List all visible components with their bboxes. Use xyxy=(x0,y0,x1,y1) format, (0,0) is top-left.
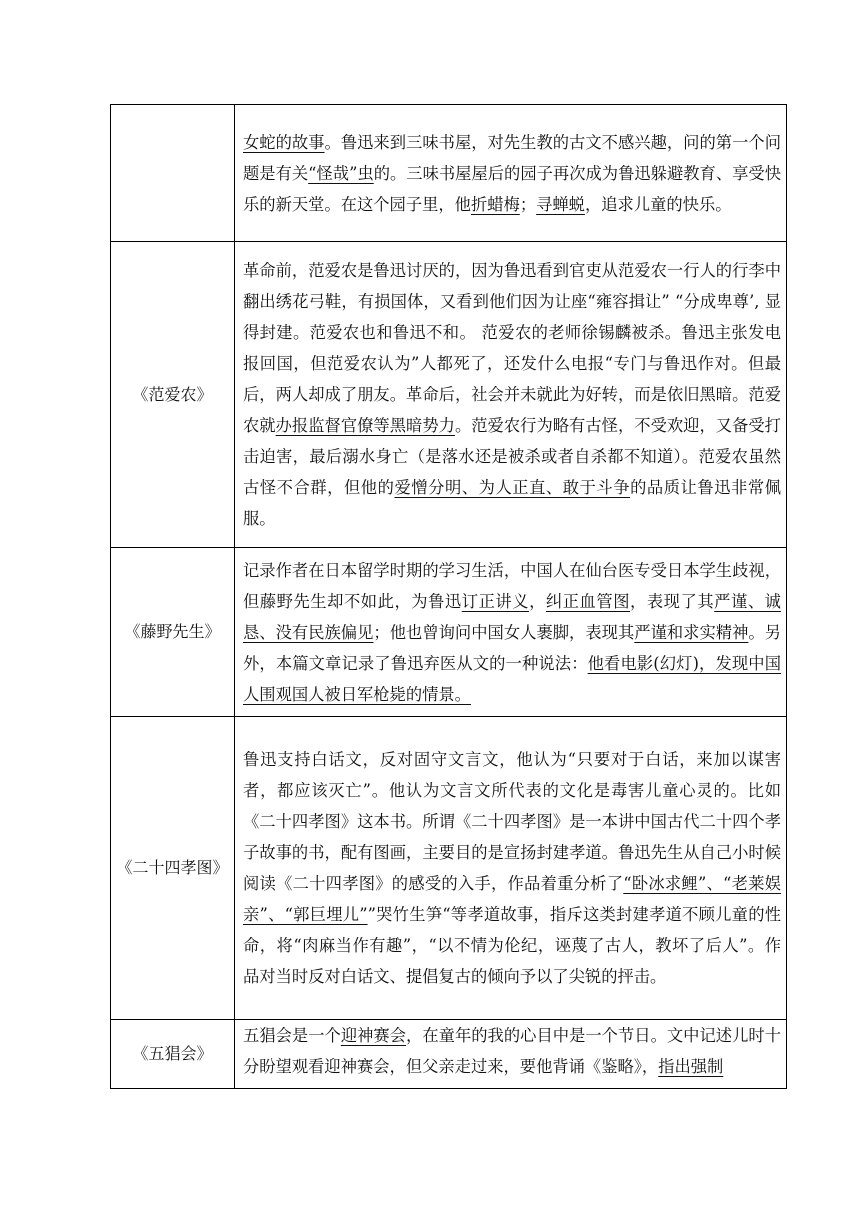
body-text: ，在童年的我的心目中是一个节日。文中记述儿时十分盼望观看迎神赛会，但父亲走过来，要他背诵《鉴略》， xyxy=(243,1026,781,1076)
body-text: 五猖会是一个 xyxy=(243,1026,341,1045)
row-content-cell xyxy=(235,717,787,1020)
body-text: 革命前，范爱农是鲁迅讨厌的，因为鲁迅看到官吏从范爱农一行人的行李中翻出绣花弓鞋，有损国体，又看到他们因为让座“雍容揖让” “分成卑尊’, 显得封建。范爱农也和鲁迅不和。 范爱农的老师徐锡麟被杀。鲁迅主张发电报回国，但范爱农认为”人都死了，还发什么电报“专门与鲁迅作对。但最后，两人却成了朋友。革命后，社会并未就此为好转，而是依旧黑暗。范爱农就 xyxy=(243,261,781,435)
underlined-text: 爱憎分明、为人正直、敢于斗争 xyxy=(394,478,631,497)
row-title-cell xyxy=(111,105,235,242)
body-text: 。鲁迅来到三味书屋，对先生教的古文不感兴趣，问的第一个问题是有关 xyxy=(243,132,781,183)
underlined-text: 寻蝉蜕 xyxy=(536,194,585,214)
underlined-text: 订正讲义 xyxy=(461,591,530,611)
body-text: ，追求儿童的快乐。 xyxy=(584,194,732,214)
underlined-text: 女蛇的故事 xyxy=(243,132,325,152)
body-text: 的品质让鲁迅非常佩服。 xyxy=(243,478,781,528)
table-row xyxy=(111,242,787,548)
row-content-cell xyxy=(235,242,787,548)
underlined-text: 他看电影(幻灯)，发现中国人围观国人被日军枪毙的情景。 xyxy=(243,653,781,704)
table-row xyxy=(111,1020,787,1089)
table-row xyxy=(111,717,787,1020)
body-text: ，表现了其 xyxy=(630,591,715,611)
body-text: 的。三味书屋屋后的园子再次成为鲁迅躲避教育、享受快乐的新天堂。在这个园子里，他 xyxy=(243,163,781,214)
row-content-cell xyxy=(235,105,787,242)
row-content-cell xyxy=(235,1020,787,1089)
row-content-cell xyxy=(235,548,787,717)
essay-summary-table xyxy=(110,104,787,1089)
body-text: 鲁迅支持白话文，反对固守文言文，他认为“只要对于白话，来加以谋害者，都应该灭亡”。他认为文言文所代表的文化是毒害儿童心灵的。比如《二十四孝图》这本书。所谓《二十四孝图》是一本讲中国古代二十四个孝子故事的书，配有图画，主要目的是宣扬封建孝道。鲁迅先生从自己小时候阅读《二十四孝图》的感受的入手，作品着重分析了 xyxy=(243,750,781,893)
body-text: ”哭竹生笋“等孝道故事，指斥这类封建孝道不顾儿童的性命，将“肉麻当作有趣”，“以不情为伦纪，诬蔑了古人，教坏了后人”。作品对当时反对白话文、提倡复古的倾向予以了尖锐的抨击。 xyxy=(243,905,781,986)
underlined-text: 办报监督官僚等黑暗势力 xyxy=(275,416,455,435)
underlined-text: 严谨和求实精神 xyxy=(634,622,749,642)
row-title-cell: 《二十四孝图》 xyxy=(111,717,235,1020)
underlined-text: “怪哉”虫 xyxy=(308,163,374,183)
underlined-text: 指出强制 xyxy=(658,1057,724,1076)
underlined-text: 纠正血管图 xyxy=(545,591,631,611)
row-title-cell: 《藤野先生》 xyxy=(111,548,235,717)
table-row xyxy=(111,105,787,242)
underlined-text: “卧冰求鲤”、“老莱娱亲”、“郭巨埋儿” xyxy=(243,874,781,924)
row-title-cell: 《五猖会》 xyxy=(111,1020,235,1089)
body-text: 记录作者在日本留学时期的学习生活，中国人在仙台医专受日本学生歧视，但藤野先生却不如此，为鲁迅 xyxy=(243,560,781,611)
body-text: 。另外，本篇文章记录了鲁迅弃医从文的一种说法： xyxy=(243,622,781,673)
underlined-text: 折蜡梅 xyxy=(470,194,520,214)
body-text: ；他也曾询问中国女人裹脚，表现其 xyxy=(373,622,635,642)
underlined-text: 迎神赛会 xyxy=(340,1026,407,1045)
body-text: 。范爱农行为略有古怪，不受欢迎，又备受打击迫害，最后溺水身亡（是落水还是被杀或者自杀都不知道）。范爱农虽然古怪不合群，但他的 xyxy=(243,416,781,497)
row-title-cell: 《范爱农》 xyxy=(111,242,235,548)
table-row xyxy=(111,548,787,717)
body-text: ， xyxy=(529,591,546,611)
body-text: ； xyxy=(519,194,537,214)
underlined-text: 严谨、诚恳、没有民族偏见 xyxy=(243,591,781,642)
